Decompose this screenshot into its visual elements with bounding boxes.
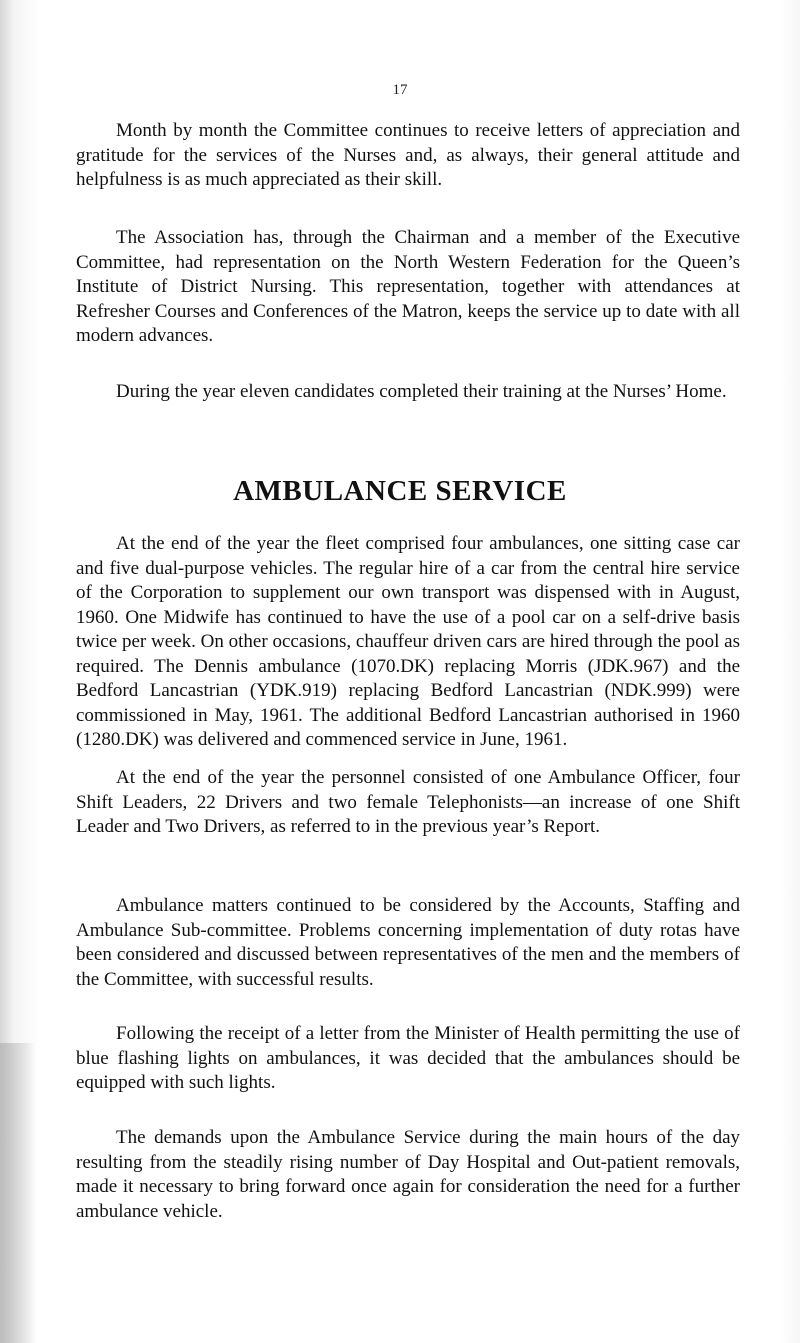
paragraph-demands: The demands upon the Ambulance Service during the main hours of the day resulting from the steadily rising number of Day Hospital and Out-patient removals, made it necessary to bring forward once again for consideration the need for a further ambulance vehicle. [76, 1127, 740, 1222]
paragraph-appreciation: Month by month the Committee continues to receive letters of appreciation and gratitude for the services of the Nurses and, as always, their general attitude and helpfulness is as much appreciated as their skill. [76, 120, 740, 190]
section-heading: AMBULANCE SERVICE [233, 475, 567, 507]
paragraph-fleet: At the end of the year the fleet comprised four ambulances, one sitting case car and five dual-purpose vehicles. The regular hire of a car from the central hire service of the Corporation to supplement our own transport was dispensed with in August, 1960. One Midwife has continued to have the use of a pool car on a self-drive basis twice per week. On other occasions, chauffeur driven cars are hired through the pool as required. The Dennis ambulance (1070.DK) replacing Morris (JDK.967) and the Bedford Lancastrian (YDK.919) replacing Bedford Lancastrian (NDK.999) were commissioned in May, 1961. The additional Bedford Lancastrian authorised in 1960 (1280.DK) was delivered and commenced service in June, 1961. [76, 533, 740, 750]
page-number: 17 [392, 82, 408, 98]
paragraph-representation: The Association has, through the Chairman and a member of the Executive Committee, had representation on the North Western Federation for the Queen’s Institute of District Nursing. This representation, together with attendances at Refresher Courses and Conferences of the Matron, keeps the service up to date with all modern advances. [76, 227, 740, 346]
page-binding-shadow [0, 1043, 36, 1343]
paragraph-personnel: At the end of the year the personnel consisted of one Ambulance Officer, four Shift Leaders, 22 Drivers and two female Telephonists—an increase of one Shift Leader and Two Drivers, as referred to in the previous year’s Report. [76, 767, 740, 837]
paragraph-ambulance-matters: Ambulance matters continued to be considered by the Accounts, Staffing and Ambulance Sub-committee. Problems concerning implementation of duty rotas have been considered and discussed between representatives of the men and the members of the Committee, with successful results. [76, 895, 740, 990]
paragraph-candidates: During the year eleven candidates completed their training at the Nurses’ Home. [116, 381, 727, 402]
paragraph-blue-lights: Following the receipt of a letter from the Minister of Health permitting the use of blue flashing lights on ambulances, it was decided that the ambulances should be equipped with such lights. [76, 1023, 740, 1093]
